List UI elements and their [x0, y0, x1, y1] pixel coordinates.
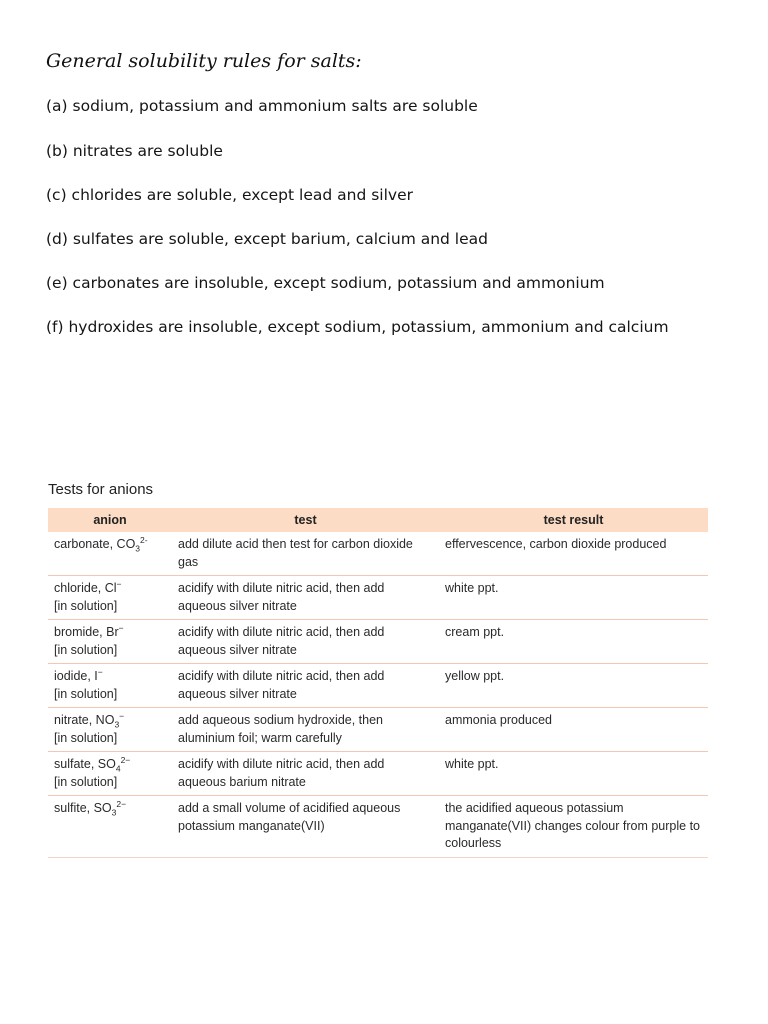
- rule-e: (e) carbonates are insoluble, except sodium, potassium and ammonium: [46, 274, 605, 292]
- test-result-cell: white ppt.: [439, 752, 708, 796]
- anion-name: chloride, Cl: [54, 581, 117, 595]
- table-header-row: [48, 508, 708, 532]
- test-cell: acidify with dilute nitric acid, then add aqueous barium nitrate: [172, 752, 439, 796]
- rule-a: (a) sodium, potassium and ammonium salts are soluble: [46, 97, 478, 115]
- test-cell: add a small volume of acidified aqueous potassium manganate(VII): [172, 796, 439, 858]
- anion-cell: [48, 620, 172, 664]
- test-result-cell: the acidified aqueous potassium manganate(VII) changes colour from purple to colourless: [439, 796, 708, 858]
- anion-note: [in solution]: [54, 598, 118, 613]
- test-cell: acidify with dilute nitric acid, then add aqueous silver nitrate: [172, 620, 439, 664]
- table-row: [48, 708, 708, 752]
- anion-cell: [48, 664, 172, 708]
- rule-f: (f) hydroxides are insoluble, except sodium, potassium, ammonium and calcium: [46, 318, 669, 336]
- anion-charge: 2−: [120, 754, 131, 765]
- anion-name: sulfate, SO: [54, 757, 116, 771]
- anion-charge: −: [118, 622, 124, 633]
- anion-name: bromide, Br: [54, 625, 119, 639]
- rule-c: (c) chlorides are soluble, except lead and silver: [46, 186, 413, 204]
- anion-tests-table: [48, 508, 708, 858]
- anion-name: carbonate, CO: [54, 537, 136, 551]
- header-test-result: test result: [439, 508, 708, 532]
- table-row: [48, 664, 708, 708]
- rule-b: (b) nitrates are soluble: [46, 142, 223, 160]
- test-cell: acidify with dilute nitric acid, then add aqueous silver nitrate: [172, 664, 439, 708]
- test-result-cell: ammonia produced: [439, 708, 708, 752]
- anion-cell: [48, 752, 172, 796]
- anion-subscript: 4: [115, 763, 121, 774]
- table-row: [48, 796, 708, 858]
- table-row: [48, 620, 708, 664]
- anion-charge: 2-: [140, 534, 148, 545]
- anion-subscript: 3: [135, 543, 141, 554]
- anion-cell: [48, 796, 172, 858]
- anion-subscript: 3: [111, 807, 117, 818]
- anion-name: sulfite, SO: [54, 801, 112, 815]
- tests-for-anions-title: Tests for anions: [48, 481, 154, 498]
- anion-charge: −: [116, 578, 122, 589]
- anion-note: [in solution]: [54, 686, 118, 701]
- anion-note: [in solution]: [54, 730, 118, 745]
- anion-charge: −: [97, 666, 103, 677]
- anion-cell: [48, 708, 172, 752]
- anion-note: [in solution]: [54, 642, 118, 657]
- anion-name: nitrate, NO: [54, 713, 115, 727]
- header-test: test: [172, 508, 439, 532]
- test-cell: acidify with dilute nitric acid, then add aqueous silver nitrate: [172, 576, 439, 620]
- test-cell: add dilute acid then test for carbon dioxide gas: [172, 532, 439, 576]
- test-result-cell: cream ppt.: [439, 620, 708, 664]
- solubility-rules-title: General solubility rules for salts:: [46, 50, 362, 72]
- header-anion: anion: [48, 508, 172, 532]
- anion-cell: [48, 576, 172, 620]
- anion-cell: [48, 532, 172, 576]
- anion-charge: 2−: [116, 798, 127, 809]
- table-row: [48, 752, 708, 796]
- test-cell: add aqueous sodium hydroxide, then aluminium foil; warm carefully: [172, 708, 439, 752]
- test-result-cell: effervescence, carbon dioxide produced: [439, 532, 708, 576]
- table-row: [48, 532, 708, 576]
- test-result-cell: yellow ppt.: [439, 664, 708, 708]
- anion-note: [in solution]: [54, 774, 118, 789]
- table-row: [48, 576, 708, 620]
- test-result-cell: white ppt.: [439, 576, 708, 620]
- rule-d: (d) sulfates are soluble, except barium, calcium and lead: [46, 230, 488, 248]
- anion-name: iodide, I: [54, 669, 98, 683]
- anion-subscript: 3: [114, 719, 120, 730]
- anion-charge: −: [119, 710, 125, 721]
